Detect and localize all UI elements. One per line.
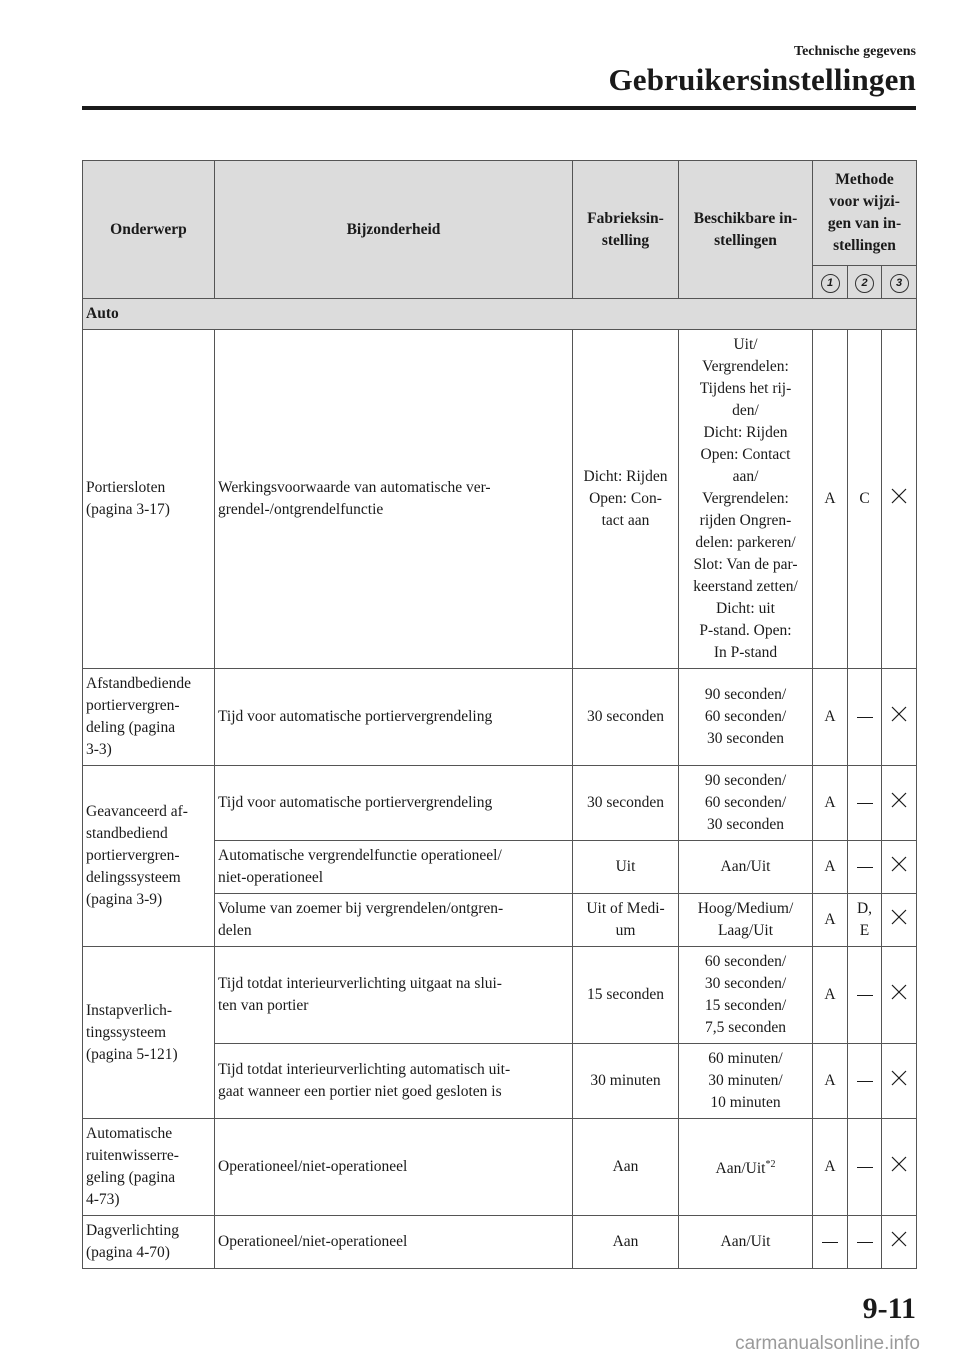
row-factory: 30 seconden <box>573 766 679 841</box>
col-header-method: Methode voor wijzi- gen van in- stellingen <box>813 161 917 266</box>
row-available: 60 seconden/ 30 seconden/ 15 seconden/ 7,5 seconden <box>679 947 813 1044</box>
row-method-1: A <box>813 1119 848 1216</box>
col-header-subject: Onderwerp <box>83 161 215 299</box>
row-available <box>679 1119 813 1216</box>
row-method-1 <box>813 1216 848 1269</box>
row-detail: Tijd totdat interieurverlichting uitgaat na slui- ten van portier <box>215 947 573 1044</box>
table-row <box>83 947 917 1044</box>
page-number: 9-11 <box>862 1292 916 1325</box>
not-applicable-dash-icon <box>857 867 873 869</box>
table-row <box>83 330 917 669</box>
row-method-3 <box>882 1119 917 1216</box>
not-available-cross-icon <box>891 909 907 925</box>
method-2-badge: 2 <box>855 274 874 293</box>
row-method-3 <box>882 766 917 841</box>
not-available-cross-icon <box>891 1156 907 1172</box>
row-method-2: D, E <box>848 894 882 947</box>
not-available-cross-icon <box>891 1231 907 1247</box>
row-method-1: A <box>813 1044 848 1119</box>
col-header-available: Beschikbare in- stellingen <box>679 161 813 299</box>
row-detail: Tijd totdat interieurverlichting automatisch uit- gaat wanneer een portier niet goed gesloten is <box>215 1044 573 1119</box>
row-subject: Instapverlich- tingssysteem (pagina 5-121) <box>83 947 215 1119</box>
row-method-3 <box>882 1216 917 1269</box>
section-row-auto <box>83 299 917 330</box>
row-detail: Automatische vergrendelfunctie operationeel/ niet-operationeel <box>215 841 573 894</box>
not-applicable-dash-icon <box>857 803 873 805</box>
table-row <box>83 766 917 841</box>
row-available: Aan/Uit <box>679 841 813 894</box>
row-method-1: A <box>813 330 848 669</box>
not-available-cross-icon <box>891 792 907 808</box>
not-applicable-dash-icon <box>857 1242 873 1244</box>
not-available-cross-icon <box>891 856 907 872</box>
row-subject: Dagverlichting (pagina 4-70) <box>83 1216 215 1269</box>
row-method-2 <box>848 1119 882 1216</box>
page-title: Gebruikersinstellingen <box>608 62 916 97</box>
row-available: Aan/Uit <box>679 1216 813 1269</box>
row-method-2 <box>848 766 882 841</box>
row-factory: Aan <box>573 1119 679 1216</box>
row-method-1: A <box>813 894 848 947</box>
row-subject: Portiersloten (pagina 3-17) <box>83 330 215 669</box>
table-row <box>83 1216 917 1269</box>
section-heading: Technische gegevens <box>794 44 916 59</box>
row-detail: Werkingsvoorwaarde van automatische ver- grendel-/ontgrendelfunctie <box>215 330 573 669</box>
col-header-detail: Bijzonderheid <box>215 161 573 299</box>
row-method-2 <box>848 1216 882 1269</box>
not-applicable-dash-icon <box>857 717 873 719</box>
row-detail: Tijd voor automatische portiervergrendeling <box>215 669 573 766</box>
row-factory: Dicht: Rijden Open: Con- tact aan <box>573 330 679 669</box>
row-method-2 <box>848 1044 882 1119</box>
footnote-marker: *2 <box>765 1158 776 1170</box>
settings-table <box>82 160 917 1269</box>
row-method-1: A <box>813 841 848 894</box>
not-available-cross-icon <box>891 984 907 1000</box>
row-factory: 15 seconden <box>573 947 679 1044</box>
row-available: 90 seconden/ 60 seconden/ 30 seconden <box>679 766 813 841</box>
row-factory: Aan <box>573 1216 679 1269</box>
not-applicable-dash-icon <box>857 995 873 997</box>
row-method-3 <box>882 841 917 894</box>
method-1-badge: 1 <box>821 274 840 293</box>
row-detail: Operationeel/niet-operationeel <box>215 1119 573 1216</box>
row-available: Hoog/Medium/ Laag/Uit <box>679 894 813 947</box>
row-method-1: A <box>813 669 848 766</box>
not-applicable-dash-icon <box>822 1242 838 1244</box>
method-3-badge: 3 <box>890 274 909 293</box>
row-detail: Operationeel/niet-operationeel <box>215 1216 573 1269</box>
row-method-2 <box>848 841 882 894</box>
table-header-row <box>83 161 917 266</box>
table-row <box>83 669 917 766</box>
row-method-3 <box>882 669 917 766</box>
row-method-2 <box>848 947 882 1044</box>
table-row <box>83 1119 917 1216</box>
row-method-3 <box>882 894 917 947</box>
row-method-2: C <box>848 330 882 669</box>
col-header-factory: Fabrieksin- stelling <box>573 161 679 299</box>
row-method-2 <box>848 669 882 766</box>
row-available: 60 minuten/ 30 minuten/ 10 minuten <box>679 1044 813 1119</box>
row-available: Uit/ Vergrendelen: Tijdens het rij- den/ Dicht: Rijden Open: Contact aan/ Vergrendelen: rijden Ongren- delen: parkeren/ Slot: Van de par- keerstand zetten/ Dicht: uit P-stand. Open: In P-stand <box>679 330 813 669</box>
title-divider <box>82 106 916 110</box>
row-method-3 <box>882 1044 917 1119</box>
row-detail: Volume van zoemer bij vergrendelen/ontgren- delen <box>215 894 573 947</box>
row-subject: Afstandbediende portiervergren- deling (pagina 3-3) <box>83 669 215 766</box>
row-method-1: A <box>813 766 848 841</box>
row-factory: Uit of Medi- um <box>573 894 679 947</box>
row-factory: 30 minuten <box>573 1044 679 1119</box>
section-label: Auto <box>83 299 917 330</box>
row-method-1: A <box>813 947 848 1044</box>
not-available-cross-icon <box>891 488 907 504</box>
not-applicable-dash-icon <box>857 1167 873 1169</box>
row-available-text: Aan/Uit <box>715 1160 766 1178</box>
row-method-3 <box>882 330 917 669</box>
row-subject: Geavanceerd af- standbediend portiervergren- delingssysteem (pagina 3-9) <box>83 766 215 947</box>
row-subject: Automatische ruitenwisserre- geling (pagina 4-73) <box>83 1119 215 1216</box>
row-method-3 <box>882 947 917 1044</box>
row-detail: Tijd voor automatische portiervergrendeling <box>215 766 573 841</box>
not-available-cross-icon <box>891 1070 907 1086</box>
not-applicable-dash-icon <box>857 1081 873 1083</box>
not-available-cross-icon <box>891 706 907 722</box>
row-factory: Uit <box>573 841 679 894</box>
watermark: carmanualsonline.info <box>735 1333 920 1354</box>
row-available: 90 seconden/ 60 seconden/ 30 seconden <box>679 669 813 766</box>
row-factory: 30 seconden <box>573 669 679 766</box>
